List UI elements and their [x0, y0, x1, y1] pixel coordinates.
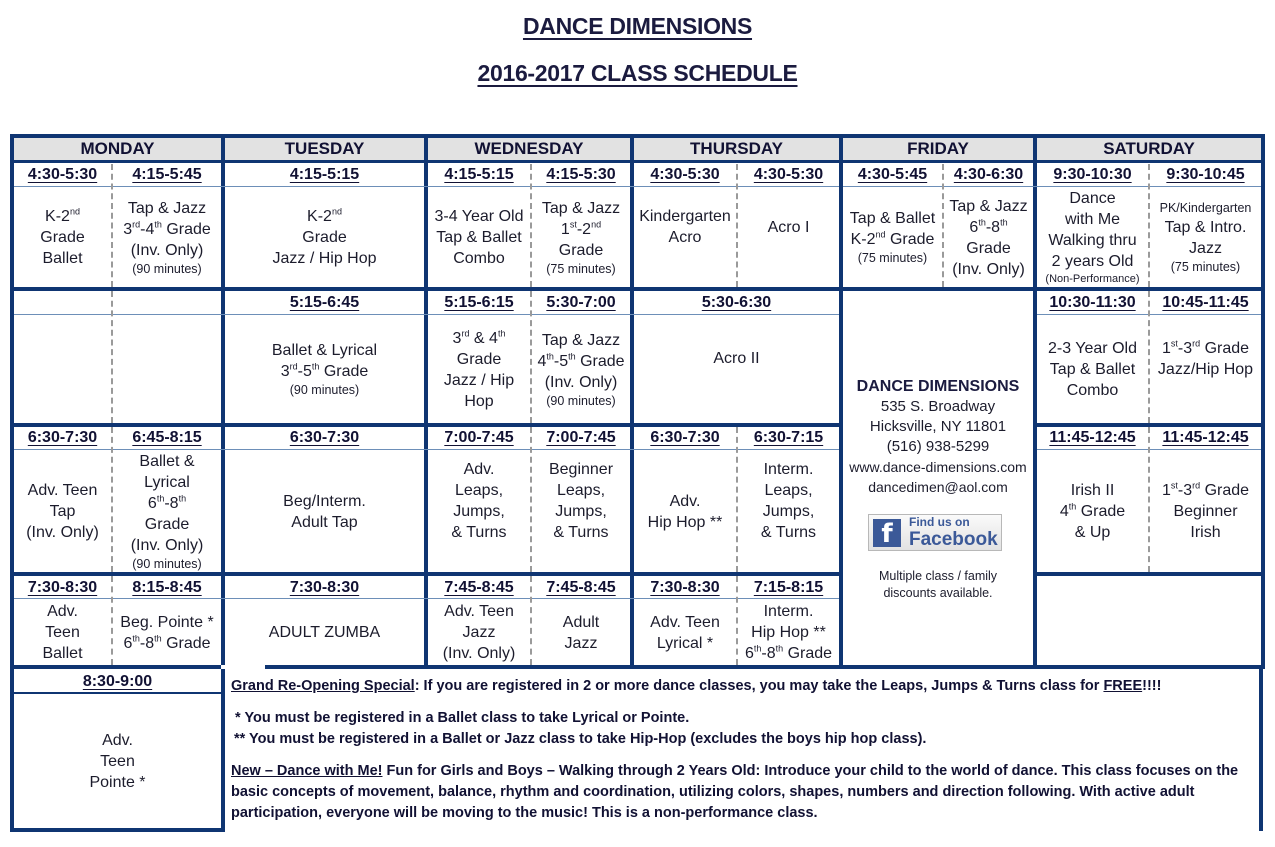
- class-cell: Ballet & Lyrical 3rd-5th Grade (90 minutes): [271, 342, 378, 397]
- time-slot: 7:45-8:45: [444, 579, 514, 596]
- class-cell: Adv. Teen Pointe *: [89, 731, 146, 791]
- contact-city: Hicksville, NY 11801: [869, 418, 1007, 435]
- time-slot: 7:15-8:15: [753, 579, 824, 596]
- time-slot: 4:15-5:15: [289, 166, 360, 183]
- class-cell: Tap & Jazz 6th-8th Grade (Inv. Only): [949, 197, 1028, 278]
- class-cell: Ballet & Lyrical 6th-8th Grade (Inv. Only) (90 minutes): [130, 452, 204, 571]
- time-slot: 4:30-5:30: [650, 166, 720, 183]
- facebook-icon: f: [873, 519, 901, 547]
- class-cell: Adv. Teen Lyrical *: [650, 613, 720, 652]
- time-slot: 4:30-5:30: [27, 166, 98, 183]
- divider: [14, 423, 839, 427]
- class-cell: Adv. Teen Tap (Inv. Only): [26, 482, 99, 541]
- divider: [1037, 572, 1261, 576]
- time-slot: 4:15-5:45: [132, 166, 202, 183]
- class-cell: Tap & Jazz 1st-2nd Grade (75 minutes): [541, 199, 621, 276]
- divider: [14, 314, 839, 315]
- divider: [843, 287, 1033, 291]
- studio-title: DANCE DIMENSIONS: [522, 13, 753, 39]
- dance-with-me-note: New – Dance with Me! Fun for Girls and Boys – Walking through 2 Years Old: Introduce your child to the world of dance. This class focuses on the basic concepts of movement, balance, rhythm and coordination, utilizing colors, shapes, numbers and direction following. With active adult participation, everyone will be moving to the music! This is a non-performance class.: [231, 763, 1239, 821]
- time-slot: 6:30-7:30: [289, 429, 360, 446]
- day-header-tuesday: TUESDAY: [225, 138, 424, 160]
- day-header-wednesday: WEDNESDAY: [428, 138, 630, 160]
- day-header-thursday: THURSDAY: [634, 138, 839, 160]
- time-slot: 5:30-6:30: [701, 294, 772, 311]
- divider: [14, 449, 839, 450]
- time-slot: 7:00-7:45: [444, 429, 514, 446]
- divider: [1259, 669, 1263, 831]
- time-slot: 9:30-10:45: [1166, 166, 1245, 183]
- time-slot: 6:30-7:30: [650, 429, 720, 446]
- contact-name: DANCE DIMENSIONS: [856, 378, 1020, 395]
- contact-address: 535 S. Broadway: [880, 398, 996, 415]
- divider: [111, 291, 113, 423]
- time-slot: 10:45-11:45: [1162, 294, 1249, 311]
- discount-note: Multiple class / family discounts available.: [878, 569, 998, 600]
- time-slot: 7:30-8:30: [27, 579, 98, 596]
- time-slot: 4:30-5:30: [753, 166, 824, 183]
- time-slot: 8:30-9:00: [82, 673, 153, 690]
- time-slot: 10:30-11:30: [1049, 294, 1136, 311]
- time-slot: 4:15-5:30: [546, 166, 616, 183]
- class-cell: PK/Kindergarten Tap & Intro. Jazz (75 minutes): [1159, 200, 1252, 274]
- time-slot: 11:45-12:45: [1162, 429, 1249, 446]
- day-header-friday: FRIDAY: [843, 138, 1033, 160]
- notes-block: [221, 665, 265, 669]
- class-cell: Interm. Hip Hop ** 6th-8th Grade: [744, 603, 833, 662]
- class-cell: Adv. Teen Jazz (Inv. Only): [442, 603, 516, 662]
- class-cell: Adv. Teen Ballet: [42, 603, 83, 662]
- class-cell: Adv. Hip Hop **: [647, 492, 723, 531]
- divider: [14, 598, 839, 599]
- divider: [14, 572, 839, 576]
- class-cell: Acro II: [713, 350, 760, 367]
- hiphop-prereq-note: ** You must be registered in a Ballet or Jazz class to take Hip-Hop (excludes the boys hip hop class).: [234, 731, 927, 747]
- class-cell: Tap & Jazz 4th-5th Grade (Inv. Only) (90 minutes): [537, 331, 625, 408]
- class-cell: Kindergarten Acro: [639, 208, 731, 246]
- divider: [843, 186, 1261, 187]
- time-slot: 7:00-7:45: [546, 429, 616, 446]
- class-cell: Interm. Leaps, Jumps, & Turns: [760, 461, 817, 541]
- contact-email[interactable]: dancedimen@aol.com: [868, 479, 1008, 495]
- class-cell: Adult Jazz: [562, 613, 600, 652]
- class-cell: Irish II 4th Grade & Up: [1059, 482, 1126, 541]
- time-slot: 7:30-8:30: [289, 579, 360, 596]
- class-cell: 2-3 Year Old Tap & Ballet Combo: [1048, 340, 1137, 399]
- schedule-title: 2016-2017 CLASS SCHEDULE: [477, 60, 798, 86]
- class-cell: 3rd & 4th Grade Jazz / Hip Hop: [443, 328, 515, 410]
- class-cell: Beg. Pointe * 6th-8th Grade: [120, 613, 214, 652]
- facebook-button[interactable]: f Find us on Facebook: [868, 514, 1002, 551]
- class-cell: Acro I: [767, 218, 810, 236]
- day-header-saturday: SATURDAY: [1037, 138, 1261, 160]
- time-slot: 5:30-7:00: [546, 294, 616, 311]
- class-cell: Adv. Leaps, Jumps, & Turns: [451, 461, 507, 541]
- class-cell: K-2nd Grade Jazz / Hip Hop: [272, 206, 377, 267]
- time-slot: 4:30-6:30: [953, 166, 1024, 183]
- contact-phone[interactable]: (516) 938-5299: [886, 438, 990, 455]
- time-slot: 11:45-12:45: [1049, 429, 1136, 446]
- class-cell: Dance with Me Walking thru 2 years Old (Non-Performance): [1045, 190, 1140, 285]
- class-cell: K-2nd Grade Ballet: [40, 206, 85, 267]
- day-header-monday: MONDAY: [14, 138, 221, 160]
- time-slot: 6:30-7:30: [27, 429, 98, 446]
- class-cell: ADULT ZUMBA: [268, 624, 381, 641]
- time-slot: 8:15-8:45: [132, 579, 202, 596]
- divider: [14, 160, 1261, 163]
- time-slot: 7:45-8:45: [546, 579, 616, 596]
- time-slot: 6:45-8:15: [132, 429, 202, 446]
- time-slot: 4:30-5:45: [857, 166, 928, 183]
- time-slot: 9:30-10:30: [1053, 166, 1132, 183]
- contact-website[interactable]: www.dance-dimensions.com: [849, 459, 1027, 475]
- class-cell: Tap & Ballet K-2nd Grade (75 minutes): [849, 210, 936, 265]
- class-cell: Tap & Jazz 3rd-4th Grade (Inv. Only) (90 minutes): [123, 199, 211, 276]
- class-cell: Beg/Interm. Adult Tap: [283, 492, 366, 531]
- divider: [14, 186, 839, 187]
- time-slot: 5:15-6:15: [444, 294, 514, 311]
- time-slot: 5:15-6:45: [289, 294, 360, 311]
- class-cell: 1st-3rd Grade Jazz/Hip Hop: [1157, 338, 1254, 378]
- time-slot: 4:15-5:15: [444, 166, 514, 183]
- class-cell: 1st-3rd Grade Beginner Irish: [1161, 480, 1250, 541]
- grand-reopening-note: Grand Re-Opening Special: If you are registered in 2 or more dance classes, you may take the Leaps, Jumps & Turns class for FREE!!!!: [231, 678, 1162, 694]
- time-slot: 6:30-7:15: [753, 429, 824, 446]
- class-cell: 3-4 Year Old Tap & Ballet Combo: [434, 208, 524, 267]
- time-slot: 7:30-8:30: [650, 579, 720, 596]
- contact-info: [843, 377, 1033, 497]
- divider: [14, 287, 839, 291]
- ballet-prereq-note: * You must be registered in a Ballet class to take Lyrical or Pointe.: [231, 710, 690, 726]
- class-cell: Beginner Leaps, Jumps, & Turns: [548, 461, 614, 541]
